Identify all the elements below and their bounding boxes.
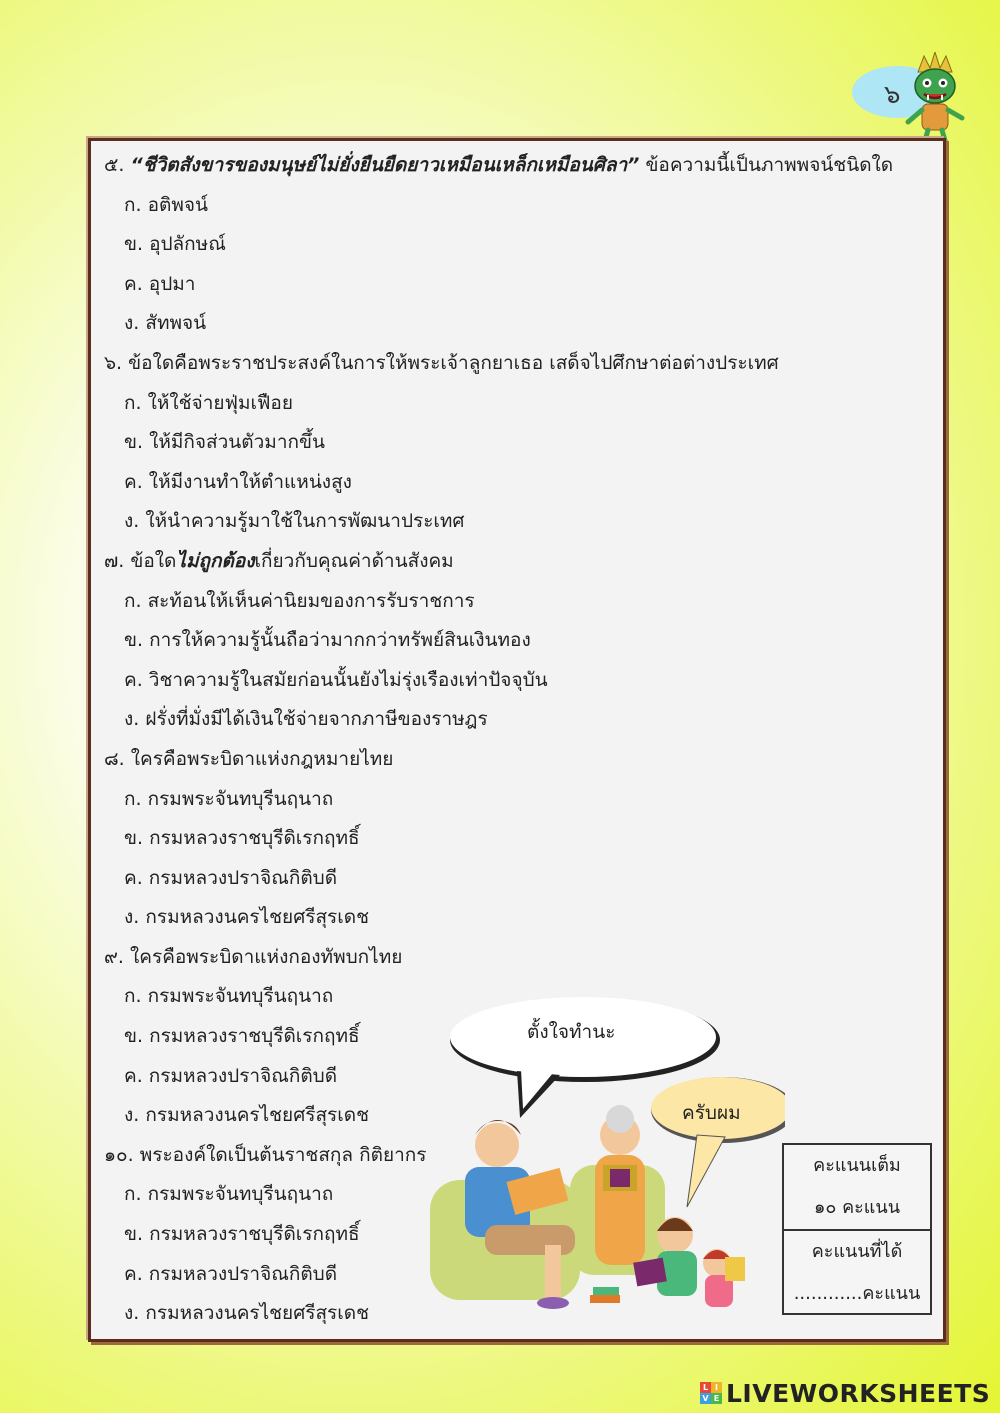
- answer-option[interactable]: ง. กรมหลวงนครไชยศรีสุรเดช: [124, 906, 369, 929]
- answer-option[interactable]: ก. สะท้อนให้เห็นค่านิยมของการรับราชการ: [124, 589, 475, 612]
- answer-option[interactable]: ค. ให้มีงานทำให้ตำแหน่งสูง: [124, 470, 352, 493]
- answer-option[interactable]: ก. กรมพระจันทบุรีนฤนาถ: [124, 1183, 334, 1206]
- logo-letter-l: L: [700, 1382, 711, 1393]
- answer-option[interactable]: ข. กรมหลวงราชบุรีดิเรกฤทธิ์: [124, 827, 360, 850]
- question-2: [104, 542, 924, 582]
- logo-letter-i: I: [711, 1382, 722, 1393]
- question-emphasis: “ชีวิตสังขารของมนุษย์ไม่ยั่งยืนยืดยาวเหมือนเหล็กเหมือนศิลา”: [130, 154, 640, 176]
- question-text-rest: เกี่ยวกับคุณค่าด้านสังคม: [254, 549, 454, 572]
- speech-bubble-parent: ตั้งใจทำนะ: [527, 1021, 616, 1043]
- score-box: [782, 1143, 932, 1315]
- answer-option[interactable]: ค. วิชาความรู้ในสมัยก่อนนั้นยังไม่รุ่งเรืองเท่าปัจจุบัน: [124, 668, 548, 691]
- answer-option[interactable]: ค. กรมหลวงปราจิณกิติบดี: [124, 866, 338, 889]
- speech-bubble-child: ครับผม: [682, 1102, 741, 1124]
- question-text-rest: ข้อความนี้เป็นภาพพจน์ชนิดใด: [639, 154, 894, 176]
- question-text: ๑๐. พระองค์ใดเป็นต้นราชสกุล กิติยากร: [104, 1143, 427, 1166]
- answer-option[interactable]: ง. ฝรั่งที่มั่งมีได้เงินใช้จ่ายจากภาษีของราษฎร: [124, 708, 488, 731]
- liveworksheets-logo[interactable]: [700, 1376, 990, 1410]
- answer-option[interactable]: ก. ให้ใช้จ่ายฟุ่มเฟือย: [124, 391, 293, 414]
- question-0: [104, 146, 924, 186]
- answer-option[interactable]: ง. สัทพจน์: [124, 312, 207, 335]
- answer-option[interactable]: ค. กรมหลวงปราจิณกิติบดี: [124, 1262, 338, 1285]
- answer-option[interactable]: ก. กรมพระจันทบุรีนฤนาถ: [124, 985, 334, 1008]
- question-emphasis: ไม่ถูกต้อง: [176, 549, 255, 572]
- answer-option[interactable]: ง. กรมหลวงนครไชยศรีสุรเดช: [124, 1104, 369, 1127]
- answer-option[interactable]: ข. การให้ความรู้นั้นถือว่ามากกว่าทรัพย์สินเงินทอง: [124, 629, 531, 652]
- score-got-row: [784, 1231, 930, 1315]
- liveworksheets-text: LIVEWORKSHEETS: [726, 1378, 991, 1408]
- giant-mascot-illustration: [900, 52, 970, 148]
- score-full-value: ๑๐ คะแนน: [813, 1197, 901, 1218]
- question-text: ๕.: [104, 154, 131, 176]
- score-got-label: คะแนนที่ได้: [811, 1241, 903, 1262]
- answer-option[interactable]: ค. อุปมา: [124, 272, 196, 295]
- question-text: ๖. ข้อใดคือพระราชประสงค์ในการให้พระเจ้าลูกยาเธอ เสด็จไปศึกษาต่อต่างประเทศ: [104, 351, 779, 374]
- score-full-label: คะแนนเต็ม: [813, 1155, 901, 1176]
- score-got-value[interactable]: ............คะแนน: [793, 1283, 921, 1304]
- answer-option[interactable]: ก. กรมพระจันทบุรีนฤนาถ: [124, 787, 334, 810]
- answer-option[interactable]: ข. อุปลักษณ์: [124, 233, 226, 256]
- answer-option[interactable]: ข. ให้มีกิจส่วนตัวมากขึ้น: [124, 431, 325, 454]
- answer-option[interactable]: ก. อติพจน์: [124, 193, 208, 216]
- logo-letter-e: E: [711, 1393, 722, 1404]
- question-3: [104, 740, 924, 780]
- answer-option[interactable]: ง. ให้นำความรู้มาใช้ในการพัฒนาประเทศ: [124, 510, 465, 533]
- page-number: ๖: [884, 80, 901, 110]
- liveworksheets-icon: [700, 1382, 722, 1404]
- question-text: ๘. ใครคือพระบิดาแห่งกฎหมายไทย: [104, 747, 394, 770]
- answer-option[interactable]: ข. กรมหลวงราชบุรีดิเรกฤทธิ์: [124, 1025, 360, 1048]
- question-1: [104, 344, 924, 384]
- answer-option[interactable]: ค. กรมหลวงปราจิณกิติบดี: [124, 1064, 338, 1087]
- score-full-row: [784, 1145, 930, 1231]
- question-4: [104, 938, 924, 978]
- answer-option[interactable]: ง. กรมหลวงนครไชยศรีสุรเดช: [124, 1302, 369, 1325]
- logo-letter-v: V: [700, 1393, 711, 1404]
- answer-option[interactable]: ข. กรมหลวงราชบุรีดิเรกฤทธิ์: [124, 1223, 360, 1246]
- question-text: ๙. ใครคือพระบิดาแห่งกองทัพบกไทย: [104, 945, 403, 968]
- question-text: ๗. ข้อใด: [104, 549, 177, 572]
